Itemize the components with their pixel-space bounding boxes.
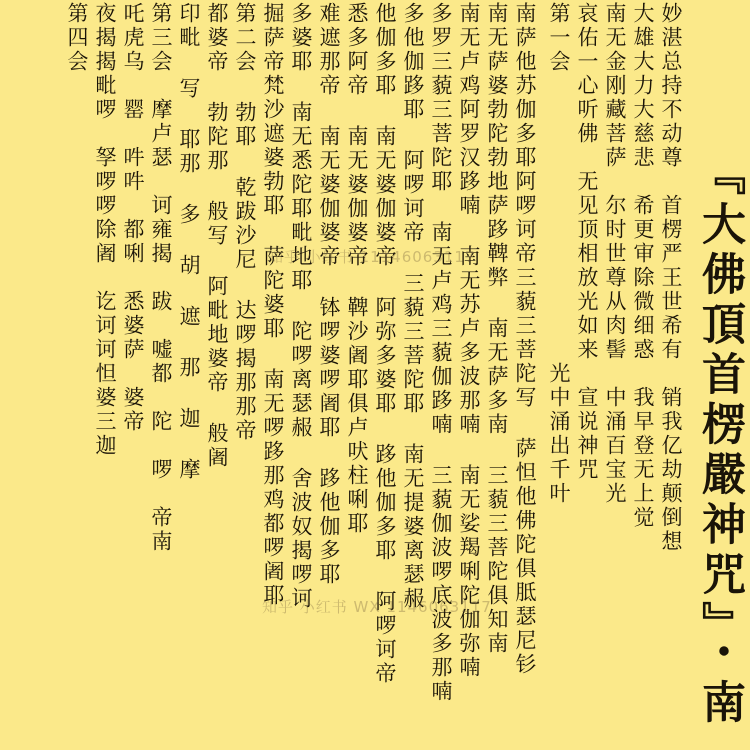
text-column-14: 多婆耶 南无悉陀耶毗地耶 陀啰离瑟赧 舍波奴揭啰诃 (289, 2, 313, 611)
text-column-6: 南萨他苏伽多耶阿啰诃帝三藐三菩陀写 萨怛他佛陀俱胝瑟尼钐 (513, 2, 537, 677)
text-column-17: 都婆帝 勃陀那 般写 阿毗地婆帝 般阇 (205, 2, 229, 470)
text-column-5: 第一会 光中涌出千叶 (547, 2, 571, 506)
text-column-16: 第二会 勃耶 乾跋沙尼 达啰揭那那帝 (233, 2, 257, 443)
text-column-11: 他伽多耶 南无婆伽婆帝 阿弥多婆耶 跢他伽多耶 阿啰诃帝 (373, 2, 397, 686)
watermark-upper: 知乎 小红书 11146063117 (268, 248, 476, 266)
text-column-2: 大雄大力大慈悲 希更审除微细惑 我早登无上觉 (631, 2, 655, 530)
text-column-3: 南无金刚藏菩萨 尔时世尊从肉髻 中涌百宝光 (603, 2, 627, 506)
text-column-1: 妙湛总持不动尊 首楞严王世希有 销我亿劫颠倒想 (659, 2, 683, 554)
text-column-4: 哀佑一心听佛 无见顶相放光如来 宣说神咒 (575, 2, 599, 482)
text-column-15: 掘萨帝梵沙遮婆勃耶 萨陀婆耶 南无啰跢那鸡都啰阇耶 (261, 2, 285, 608)
text-column-10: 多他伽跢耶 阿啰诃帝 三藐三菩陀耶 南无提婆离瑟赧 (401, 2, 425, 611)
text-column-8: 南无卢鸡阿罗汉跢喃 南无苏卢多波那喃 南无娑羯唎陀伽弥喃 (457, 2, 481, 680)
text-column-22: 第四会 (65, 2, 89, 74)
text-column-19: 第三会 摩卢瑟 诃雍揭 跋 嘘都 陀 啰 帝南 (149, 2, 173, 554)
text-column-12: 悉多阿帝 南无婆伽婆帝 鞞沙阇耶俱卢吠柱唎耶 (345, 2, 369, 536)
text-column-7: 南无萨婆勃陀勃地萨跢鞞弊 南无萨多南 三藐三菩陀俱知南 (485, 2, 509, 656)
watermark-lower: 知乎 小红书 WX 1146063117 (262, 598, 492, 616)
text-column-18: 印毗 写 耶那 多 胡 遮 那 迦 摩 (177, 2, 201, 482)
text-column-13: 难遮那帝 南无婆伽婆帝 钵啰婆啰阇耶 跢他伽多耶 (317, 2, 341, 587)
text-column-20: 吒虎乌 罂 吽吽 都唎 悉婆萨 婆帝 (121, 2, 145, 434)
text-column-21: 夜揭揭毗啰 孥啰啰除阇 讫诃诃怛婆三迦 (93, 2, 117, 458)
sutra-title: 『大佛頂首楞嚴神咒』・南 (694, 151, 745, 729)
text-column-9: 多罗三藐三菩陀耶 南无卢鸡三藐伽跢喃 三藐伽波啰底波多那喃 (429, 2, 453, 704)
